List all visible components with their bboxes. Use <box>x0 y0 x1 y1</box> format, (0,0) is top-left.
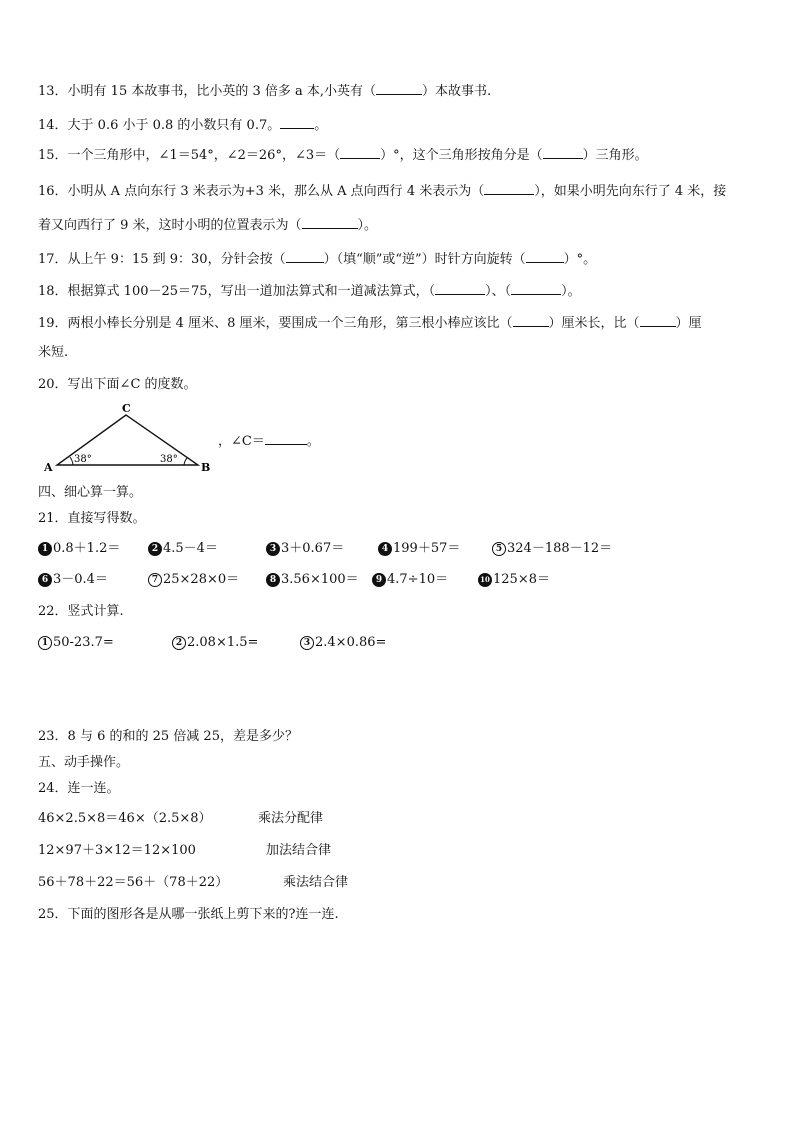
circled-number: 3 <box>300 636 314 650</box>
calc-expression: 2.4×0.86= <box>315 635 387 650</box>
vertex-label-c: C <box>122 402 131 415</box>
calc-expression: 324－188－12＝ <box>507 541 613 556</box>
answer-blank[interactable] <box>280 116 314 129</box>
question-text: ）厘米长，比（ <box>548 316 640 331</box>
answer-blank[interactable] <box>543 146 583 159</box>
circled-number: 1 <box>38 636 52 650</box>
calc-item <box>38 540 120 558</box>
answer-blank[interactable] <box>302 216 358 229</box>
answer-blank[interactable] <box>511 282 561 295</box>
question-text: 8 与 6 的和的 25 倍减 25，差是多少？ <box>67 729 298 744</box>
calc-expression: 4.7÷10＝ <box>387 572 449 587</box>
question-24 <box>38 780 120 798</box>
question-number: 23． <box>38 729 68 744</box>
calc-item <box>172 634 258 652</box>
question-text: ）°，这个三角形按角分是（ <box>380 148 543 163</box>
circled-number: 10 <box>478 573 492 587</box>
question-19-line2 <box>38 344 68 362</box>
section-heading-5: 五、动手操作。 <box>38 755 130 770</box>
question-number: 25． <box>38 907 68 922</box>
question-text: ）、（ <box>485 284 512 299</box>
equation-left[interactable]: 12×97＋3×12＝12×100 <box>38 843 196 858</box>
vertex-label-b: B <box>201 461 211 474</box>
question-16-line2 <box>38 216 377 235</box>
circled-number: 4 <box>378 542 392 556</box>
calc-item <box>266 571 359 589</box>
question-text: 下面的图形各是从哪一张纸上剪下来的?连一连. <box>67 907 339 922</box>
calc-expression: 25×28×0＝ <box>163 572 240 587</box>
question-25 <box>38 906 339 924</box>
circled-number: 8 <box>266 573 280 587</box>
calc-item <box>378 540 460 558</box>
question-text: 根据算式 100－25＝75，写出一道加法算式和一道减法算式，（ <box>67 284 436 299</box>
equation-left[interactable]: 56＋78＋22＝56＋（78＋22） <box>38 875 229 890</box>
question-text: ）°。 <box>563 252 597 267</box>
angle-arc-b <box>184 458 187 465</box>
question-text: 竖式计算. <box>67 604 124 619</box>
question-20 <box>38 376 197 394</box>
question-13 <box>38 82 491 101</box>
answer-blank[interactable] <box>640 314 676 327</box>
question-text: 两根小棒长分别是 4 厘米、8 厘米，要围成一个三角形，第三根小棒应该比（ <box>67 316 513 331</box>
question-number: 20． <box>38 377 68 392</box>
equation-left[interactable]: 46×2.5×8＝46×（2.5×8） <box>38 811 212 826</box>
question-text: ）本故事书. <box>422 84 492 99</box>
calc-item <box>478 571 550 589</box>
question-number: 21． <box>38 511 68 526</box>
question-text: ）。 <box>357 218 378 233</box>
calc-expression: 3＋0.67＝ <box>281 541 345 556</box>
circled-number: 3 <box>266 542 280 556</box>
question-text: ）（填“顺”或“逆”）时针方向旋转（ <box>323 252 526 267</box>
question-23 <box>38 728 298 746</box>
calc-item <box>38 571 108 589</box>
calc-item <box>372 571 448 589</box>
answer-blank[interactable] <box>484 182 534 195</box>
circled-number: 2 <box>172 636 186 650</box>
question-text: ）厘 <box>675 316 702 331</box>
question-text: ）。 <box>561 284 581 299</box>
question-number: 24． <box>38 781 68 796</box>
calc-expression: 3.56×100＝ <box>281 572 359 587</box>
question-text: 小明有 15 本故事书，比小英的 3 倍多 a 本,小英有（ <box>67 84 377 99</box>
calc-item <box>492 540 612 558</box>
circled-number: 2 <box>148 542 162 556</box>
vertex-label-a: A <box>44 461 53 474</box>
circled-number: 5 <box>492 542 506 556</box>
circled-number: 9 <box>372 573 386 587</box>
question-number: 14． <box>38 118 68 133</box>
question-text: 。 <box>306 434 320 449</box>
calc-expression: 0.8＋1.2＝ <box>53 541 121 556</box>
question-15 <box>38 146 648 165</box>
question-text: 一个三角形中，∠1＝54°，∠2＝26°，∠3＝（ <box>67 148 341 163</box>
calc-item <box>38 634 114 652</box>
question-number: 13． <box>38 84 68 99</box>
question-19-line1 <box>38 314 702 333</box>
calc-expression: 3－0.4＝ <box>53 572 108 587</box>
angle-label-b: 38° <box>160 454 178 465</box>
circled-number: 6 <box>38 573 52 587</box>
question-number: 17． <box>38 252 68 267</box>
circled-number: 7 <box>148 573 162 587</box>
section-heading-4: 四、细心算一算。 <box>38 485 143 500</box>
answer-blank[interactable] <box>376 82 422 95</box>
question-text: 从上午 9：15 到 9：30，分针会按（ <box>67 252 286 267</box>
law-right[interactable]: 乘法分配律 <box>258 811 324 826</box>
answer-blank[interactable] <box>265 432 307 445</box>
question-text: 大于 0.6 小于 0.8 的小数只有 0.7。 <box>67 118 281 133</box>
answer-blank[interactable] <box>435 282 485 295</box>
calc-expression: 4.5－4＝ <box>163 541 218 556</box>
question-text: 米短. <box>38 345 69 360</box>
question-20-answer <box>218 432 320 451</box>
triangle-figure <box>38 400 218 478</box>
question-17 <box>38 250 596 269</box>
law-right[interactable]: 加法结合律 <box>266 843 332 858</box>
question-number: 15． <box>38 148 68 163</box>
question-22 <box>38 603 124 621</box>
question-number: 19． <box>38 316 68 331</box>
question-text: 直接写得数。 <box>67 511 146 526</box>
answer-blank[interactable] <box>526 250 564 263</box>
question-number: 22． <box>38 604 68 619</box>
angle-arc-a <box>70 457 73 465</box>
question-text: ）三角形。 <box>582 148 648 163</box>
angle-label-a: 38° <box>74 454 92 465</box>
circled-number: 1 <box>38 542 52 556</box>
calc-expression: 50-23.7= <box>53 635 114 650</box>
answer-blank[interactable] <box>286 250 324 263</box>
answer-blank[interactable] <box>513 314 549 327</box>
question-text: 写出下面∠C 的度数。 <box>67 377 197 392</box>
calc-item <box>300 634 386 652</box>
question-16-line1 <box>38 182 726 201</box>
question-text: ，∠C＝ <box>218 434 265 449</box>
answer-blank[interactable] <box>340 146 380 159</box>
question-text: 连一连。 <box>67 781 120 796</box>
question-number: 18． <box>38 284 68 299</box>
question-text: 。 <box>314 118 328 133</box>
calc-item <box>148 571 239 589</box>
question-text: 着又向西行了 9 米，这时小明的位置表示为（ <box>38 218 302 233</box>
question-14 <box>38 116 327 135</box>
question-text: 小明从 A 点向东行 3 米表示为+3 米，那么从 A 点向西行 4 米表示为（ <box>67 184 485 199</box>
calc-expression: 199＋57＝ <box>393 541 461 556</box>
question-21 <box>38 510 146 528</box>
calc-item <box>148 540 218 558</box>
calc-expression: 125×8＝ <box>493 572 550 587</box>
question-number: 16． <box>38 184 68 199</box>
calc-item <box>266 540 344 558</box>
question-text: ），如果小明先向东行了 4 米，接 <box>534 184 727 199</box>
question-18 <box>38 282 581 301</box>
calc-expression: 2.08×1.5= <box>187 635 259 650</box>
law-right[interactable]: 乘法结合律 <box>283 875 349 890</box>
